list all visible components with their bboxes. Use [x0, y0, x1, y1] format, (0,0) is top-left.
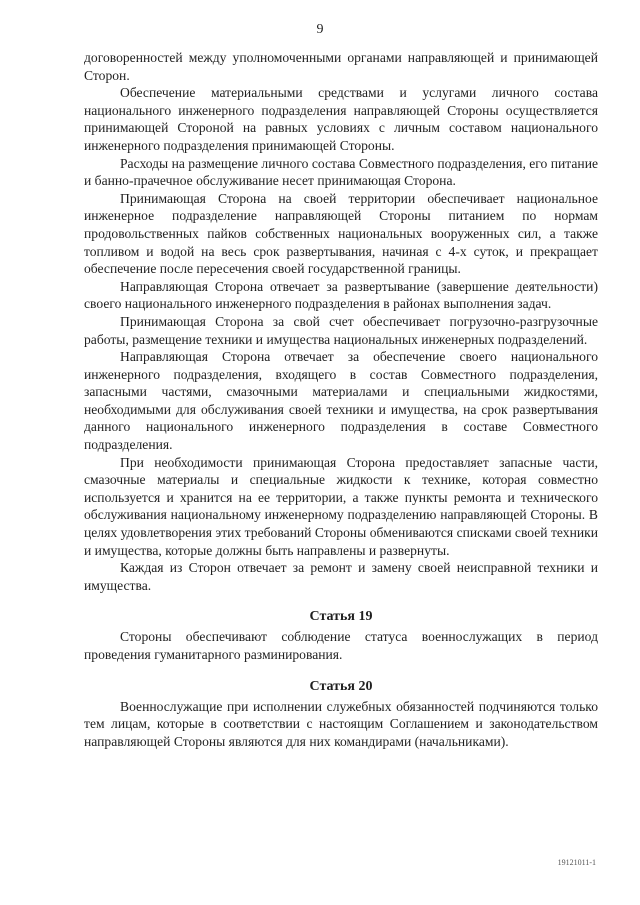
article-20-text: Военнослужащие при исполнении служебных обязанностей подчиняются только тем лицам, которые в соответствии с настоящим Соглашением и законодательством направляющей Стороны являются для них командирами (начальниками).: [84, 698, 598, 749]
paragraph-spare-parts: Направляющая Сторона отвечает за обеспечение своего национального инженерного подразделения, входящего в состав Совместного подразделения, запасными частями, смазочными материалами и специальными жидкостями, необходимыми для обслуживания своей техники и имущества, на срок развертывания данного национального инженерного подразделения в составе Совместного подразделения.: [84, 349, 598, 453]
paragraph-accommodation-costs: Расходы на размещение личного состава Совместного подразделения, его питание и банно-прачечное обслуживание несет принимающая Сторона.: [84, 155, 598, 189]
paragraph-continuation: договоренностей между уполномоченными органами направляющей и принимающей Сторон.: [84, 50, 598, 83]
paragraph-loading-works: Принимающая Сторона за свой счет обеспечивает погрузочно-разгрузочные работы, размещение техники и имущества национальных инженерных подразделений.: [84, 313, 598, 347]
document-body: [84, 49, 598, 750]
paragraph-host-assistance: При необходимости принимающая Сторона предоставляет запасные части, смазочные материалы и специальные жидкости к технике, которая совместно используется и хранится на ее территории, а также пункты ремонта и технического обслуживания национальному инженерному подразделению направляющей Стороны. В целях удовлетворения этих требований Стороны обмениваются списками своей техники и имущества, которые должны быть направлены и развернуты.: [84, 454, 598, 558]
paragraph-food-fuel-water: Принимающая Сторона на своей территории обеспечивает национальное инженерное подразделение направляющей Стороны питанием по нормам продовольственных пайков собственных национальных вооруженных сил, а также топливом и водой на весь срок развертывания, начиная с 4-х суток, и прекращает обеспечение после пересечения своей государственной границы.: [84, 190, 598, 277]
paragraph-supply-personnel: Обеспечение материальными средствами и услугами личного состава национального инженерного подразделения направляющей Стороны осуществляется принимающей Стороной на равных условиях с личным составом национального инженерного подразделения принимающей Стороны.: [84, 85, 598, 153]
paragraph-repair-responsibility: Каждая из Сторон отвечает за ремонт и замену своей неисправной техники и имущества.: [84, 560, 598, 593]
article-20-heading: Статья 20: [309, 678, 373, 694]
article-19-text: Стороны обеспечивают соблюдение статуса военнослужащих в период проведения гуманитарного разминирования.: [84, 629, 598, 662]
paragraph-deployment-responsibility: Направляющая Сторона отвечает за развертывание (завершение деятельности) своего национального инженерного подразделения в районах выполнения задач.: [84, 278, 598, 312]
document-code: 19121011-1: [557, 858, 596, 867]
page-number: 9: [316, 22, 324, 37]
article-19-heading: Статья 19: [309, 609, 373, 625]
